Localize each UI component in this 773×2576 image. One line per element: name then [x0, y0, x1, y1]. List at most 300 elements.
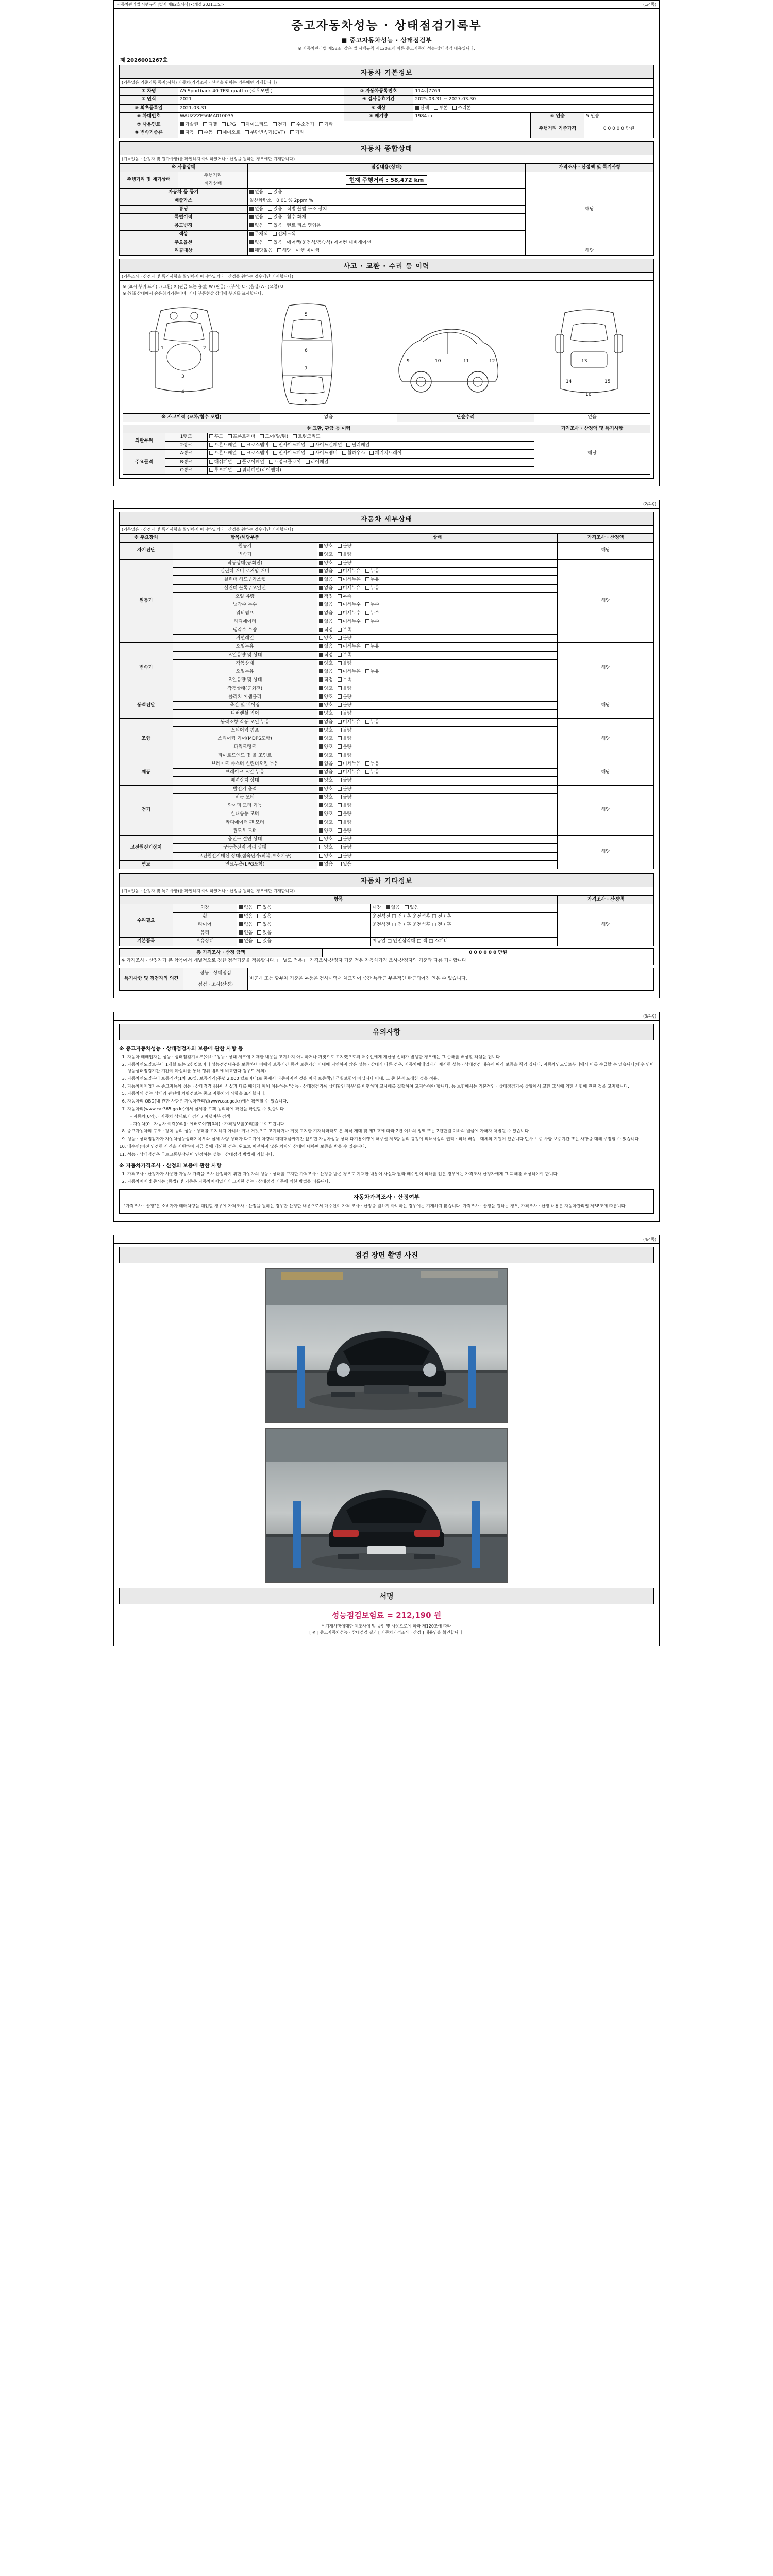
tuning-opt-1[interactable]: 있음	[268, 207, 282, 212]
opt-0[interactable]: 양호	[319, 561, 333, 566]
opt-0[interactable]: 양호	[319, 703, 333, 708]
opt-1[interactable]: 부족	[338, 594, 351, 600]
opt-1[interactable]: 불량	[338, 636, 351, 641]
etc-table	[119, 895, 654, 946]
detail-item-hv-2: 고전원전기배선 상태(접속단자/피복,보호기구)	[173, 852, 317, 860]
table-row	[120, 112, 654, 121]
value-validity: 2025-03-31 ~ 2027-03-30	[413, 96, 654, 104]
overall-label-color: 색상	[120, 230, 248, 239]
opt-1[interactable]: 불량	[338, 778, 351, 784]
trans-opt-4[interactable]: 기타	[290, 130, 304, 136]
svg-text:12: 12	[489, 359, 495, 364]
recall-opt-1[interactable]: 해당	[277, 248, 291, 254]
sheet-page-2	[113, 500, 660, 998]
basic-info-table	[119, 87, 654, 138]
overall-label-special-history: 특별이력	[120, 214, 248, 222]
opt-bad[interactable]: 불량	[338, 552, 351, 558]
label-odometer-price: 주행거리 기준가격	[531, 121, 584, 138]
overall-label-registration: 자동차 등 등기	[120, 189, 248, 197]
svg-text:14: 14	[565, 379, 572, 385]
detail-item-elec-2: 와이퍼 모터 기능	[173, 802, 317, 810]
special-inspector-label: 점검 · 조사(산정)	[183, 979, 247, 991]
value-year: 2021	[178, 96, 344, 104]
notice-item: 6. 자동차의 OBD(내 관한 사항은 자동차관리법(www.car.go.kr)에서 확인할 수 있습니다.	[127, 1098, 654, 1105]
sheet2-topbar	[114, 500, 659, 509]
car-diagram-side	[391, 300, 505, 410]
notice-item: 2. 자동차인도일로부터 1개월 또는 2천킬로미터 성능점검내용을 보증하며 이때의 보증기간 동안 보증기간 이내에 지연하지 않은 성능 · 상태가 다른 경우, 자동차매매업자가 제시한 성능 · 상태점검 내용에 따라 보증을 책임 집니다. 자동차인도일로부터에서 이를 수급할 수 있습니다(매수 인이 성능상태점검기간 기간이 확실하를 통해 행위 범위에 비교한다 경우도 제외).	[127, 1062, 654, 1074]
opt-0[interactable]: 양호	[319, 661, 333, 667]
opt-1[interactable]: 불량	[338, 694, 351, 700]
odometer-reading: 현재 주행거리 : 58,472 km	[346, 175, 428, 185]
opt-0[interactable]: 양호	[319, 828, 333, 834]
opt-1[interactable]: 있음	[257, 905, 271, 911]
value-vehicle-no: 114러7769	[413, 88, 654, 96]
part-chk-inside-panel-a[interactable]: 인사이드패널	[273, 451, 305, 456]
reg-opt-1[interactable]: 있음	[268, 190, 282, 195]
detail-opts-elec-4	[317, 819, 558, 827]
section-note-accident	[119, 273, 654, 281]
detail-item-elec-3: 실내송풍 모터	[173, 810, 317, 819]
fuel-opt-3[interactable]: 하이브리드	[241, 122, 268, 128]
overall-label-recall: 리콜대상	[120, 247, 248, 256]
title-block	[119, 12, 654, 53]
part-chk-quarter-panel[interactable]: 쿼터패널(리어펜더)	[237, 468, 281, 473]
opt-0[interactable]: 양호	[319, 736, 333, 742]
opt-0[interactable]: 없음	[319, 577, 333, 583]
opt-2[interactable]: 누유	[365, 586, 379, 591]
table-row	[120, 643, 654, 651]
parts-exchange-table	[123, 425, 650, 476]
document-number: 제 2026001267호	[120, 58, 168, 63]
detail-opts-trans-5	[317, 685, 558, 693]
overall-label-emission: 배출가스	[120, 197, 248, 205]
overall-right-note: 해당	[526, 172, 654, 247]
notice-item: 9. 성능 · 상태점검자가 자동차성능상태기록부와 실제 차량 상태가 다르기에 차량의 매매대금까지만 없으면 자동차성능 상태 다기용이행에 해주신 제3항 등의 규정에 의해서상의 권리 · 피해 배상 · 대체의 지원이 있습니다 민사 보증 사항 보증기간 또는 사항을 대해 주장할 수 있습니다.	[127, 1136, 654, 1142]
opt-good[interactable]: 양호	[319, 552, 333, 558]
overall-sub-odometer: 주행거리	[178, 172, 248, 180]
overall-value-recall	[247, 247, 525, 256]
overall-value-usage-change	[247, 222, 525, 230]
opt-1[interactable]: 있음	[257, 939, 271, 944]
detail-item-brake-1: 브레이크 오일 누유	[173, 769, 317, 777]
usage-opt-0[interactable]: 없음	[249, 223, 263, 229]
opt-1[interactable]: 불량	[338, 686, 351, 692]
overall-sub-gauge: 계기상태	[178, 180, 248, 189]
opt-1[interactable]: 불량	[338, 795, 351, 801]
part-chk-door[interactable]: 도어(앞/뒤)	[260, 434, 288, 440]
opt-0[interactable]: 없음	[319, 720, 333, 725]
part-chk-cross-member[interactable]: 크로스멤버	[241, 443, 268, 448]
special-note-sub: 성능 · 상태점검	[183, 968, 247, 979]
opt-0[interactable]: 양호	[319, 787, 333, 792]
colorstate-opt-0[interactable]: 무채색	[249, 232, 268, 238]
opt-0[interactable]: 없음	[319, 862, 333, 868]
opt-1[interactable]: 불량	[338, 744, 351, 750]
opt-1[interactable]: 불량	[338, 711, 351, 717]
part-chk-side-sill[interactable]: 사이드실패널	[310, 443, 342, 448]
part-chk-rear-panel[interactable]: 리어패널	[306, 460, 329, 465]
opt-0[interactable]: 양호	[319, 811, 333, 817]
opt-0[interactable]: 양호	[319, 778, 333, 784]
detail-opts-brake-0	[317, 760, 558, 768]
detail-head-0: ※ 주요장치	[120, 534, 173, 543]
opt-1[interactable]: 불량	[338, 703, 351, 708]
trans-opt-0[interactable]: 자동	[180, 130, 194, 136]
table-row	[120, 96, 654, 104]
opt-0[interactable]: 없음	[386, 905, 400, 911]
opt-0[interactable]: 양호	[319, 845, 333, 851]
opt-1[interactable]: 불량	[338, 787, 351, 792]
opt-1[interactable]: 미세누유	[338, 569, 361, 574]
detail-opts-engine-9	[317, 635, 558, 643]
parts-items-frame-a	[207, 450, 534, 458]
opt-1[interactable]: 있음	[257, 930, 271, 936]
color-opt-2[interactable]: 쓰리톤	[452, 106, 471, 111]
value-model: A5 Sportback 40 TFSI quattro (식우모델 )	[178, 88, 344, 96]
opt-1[interactable]: 미세누유	[338, 770, 361, 775]
page-indicator-1: (1/4쪽)	[643, 2, 656, 7]
part-chk-hood[interactable]: 후드	[209, 434, 223, 440]
value-reg-date: 2021-03-31	[178, 104, 344, 112]
special-opt-0[interactable]: 없음	[249, 215, 263, 221]
opt-2[interactable]: 누유	[365, 761, 379, 767]
car-top-svg	[268, 300, 346, 409]
color-opt-0[interactable]: 단색	[415, 106, 429, 111]
trans-opt-3[interactable]: 무단변속기(CVT)	[245, 130, 285, 136]
notice-item: 1. 가격조사 · 산정자가 사용한 자동차 가격을 조사 산정하기 위한 자동차의 성능 · 상태를 고지한 가격조사 · 산정을 받은 경우로 기재한 내용이 사실과 달라 매수인이 피해를 입은 경우에는 가격조사 산정자에게 그 피해를 배상하여야 합니다.	[127, 1171, 654, 1177]
opt-0[interactable]: 양호	[319, 711, 333, 717]
page-title: 중고자동차성능 · 상태점검기록부	[291, 19, 482, 32]
reg-opt-0[interactable]: 없음	[249, 190, 263, 195]
opt-0[interactable]: 양호	[319, 803, 333, 809]
opt-1[interactable]: 미세누수	[338, 619, 361, 625]
opt-0[interactable]: 양호	[319, 694, 333, 700]
detail-price-hv: 해당	[558, 836, 654, 869]
detail-item-engine-1: 실린더 커버 로커암 커버	[173, 568, 317, 576]
part-chk-pillar-panel[interactable]: 필러패널	[346, 443, 369, 448]
svg-text:3: 3	[181, 374, 184, 380]
parts-items-exterior-1	[207, 433, 534, 441]
detail-opts-elec-3	[317, 810, 558, 819]
opt-0[interactable]: 양호	[319, 795, 333, 801]
part-chk-wheel-house[interactable]: 휠하우스	[342, 451, 365, 456]
opt-1[interactable]: 미세누유	[338, 586, 361, 591]
emission-co-label: 일산화탄소	[249, 198, 272, 204]
opt-0[interactable]: 적정	[319, 653, 333, 658]
detail-state-table	[119, 534, 654, 869]
value-odometer-price: 0 0 0 0 0 만원	[584, 121, 654, 138]
notice-item: 2. 자동차매매업 종사는 (동법) 및 기준은 자동차매매업자가 고지한 성능 · 상태점검 기준에 의한 방법을 따릅니다.	[127, 1179, 654, 1185]
opt-1[interactable]: 있음	[338, 862, 351, 868]
usage-opt-1[interactable]: 있음	[268, 223, 282, 229]
svg-text:5: 5	[304, 312, 308, 318]
accident-label-simple: 단순수리	[397, 414, 534, 422]
opt-0[interactable]: 없음	[239, 939, 253, 944]
basic-note-text: (기록없음 기준기록 통지(사항) 자동차(가격조사 · 산정을 원하는 경우에만 기재합니다)	[122, 80, 277, 85]
inspection-photo-rear	[265, 1428, 508, 1583]
opt-1[interactable]: 있음	[405, 905, 418, 911]
opt-0[interactable]: 없음	[239, 922, 253, 928]
table-row	[120, 247, 654, 256]
part-chk-inside-panel[interactable]: 인사이드패널	[273, 443, 305, 448]
opt-0[interactable]: 양호	[319, 854, 333, 859]
recall-opt-0[interactable]: 해당없음	[249, 248, 273, 254]
opt-1[interactable]: 미세누수	[338, 611, 361, 616]
part-chk-roof-panel[interactable]: 루프패널	[209, 468, 232, 473]
detail-opts-hv-1	[317, 844, 558, 852]
opt-2[interactable]: 누유	[365, 669, 379, 675]
opt-0[interactable]: 양호	[319, 753, 333, 759]
opt-0[interactable]: 적정	[319, 628, 333, 633]
detail-group-transmission: 변속기	[120, 643, 173, 693]
detail-item-engine-5: 냉각수 누수	[173, 601, 317, 609]
label-reg-date: ③ 최초등록일	[120, 104, 178, 112]
parts-items-frame-b	[207, 458, 534, 466]
detail-price-selfdiag: 해당	[558, 543, 654, 560]
emission-values: 0.01 % 2ppm %	[276, 198, 313, 204]
fuel-opt-6[interactable]: 기타	[319, 122, 333, 128]
opt-0[interactable]: 없음	[319, 619, 333, 625]
opt-opt-1[interactable]: 있음	[268, 240, 282, 246]
detail-item-steer-3: 파워크랭크	[173, 743, 317, 752]
fuel-opt-2[interactable]: LPG	[222, 122, 236, 128]
detail-opts-elec-5	[317, 827, 558, 835]
detail-opts-steer-1	[317, 726, 558, 735]
opt-0[interactable]: 양호	[319, 686, 333, 692]
special-opt-1[interactable]: 있음	[268, 215, 282, 221]
opt-1[interactable]: 불량	[338, 845, 351, 851]
part-chk-front-fender[interactable]: 프론트펜더	[228, 434, 255, 440]
overall-value-special-history	[247, 214, 525, 222]
part-chk-trunk-floor[interactable]: 트렁크플로어	[269, 460, 301, 465]
opt-0[interactable]: 없음	[239, 905, 253, 911]
table-row	[120, 172, 654, 180]
opt-1[interactable]: 불량	[338, 820, 351, 826]
table-row	[123, 433, 650, 441]
opt-0[interactable]: 없음	[239, 930, 253, 936]
opt-1[interactable]: 불량	[338, 854, 351, 859]
tuning-opt-0[interactable]: 없음	[249, 207, 263, 212]
opt-1[interactable]: 미세누유	[338, 669, 361, 675]
options-detail: 에어백(운전석/동승석) 에어컨 내비게이션	[287, 240, 371, 245]
detail-opts-engine-diag	[317, 543, 558, 551]
label-model: ① 차명	[120, 88, 178, 96]
etc-label-basic-items: 기본품목	[120, 938, 173, 946]
opt-0[interactable]: 없음	[319, 644, 333, 650]
detail-item-trans-5: 작동상태(공회전)	[173, 685, 317, 693]
page-indicator-3: (3/4쪽)	[643, 1014, 656, 1019]
opt-0[interactable]: 없음	[319, 611, 333, 616]
fuel-opt-0[interactable]: 가솔린	[180, 122, 198, 128]
opt-0[interactable]: 없음	[239, 914, 253, 920]
part-chk-dash-panel[interactable]: 대쉬패널	[209, 460, 232, 465]
label-seats: ⑩ 인승	[531, 112, 584, 121]
opt-0[interactable]: 없음	[319, 669, 333, 675]
overall-label-usage-change: 용도변경	[120, 222, 248, 230]
detail-item-fuel-0: 연료누출(LPG포함)	[173, 860, 317, 869]
notice-subitem-2: - 자동차[0 · 자동차 이력[0의] · 에버로이행[0의] · 가격정보를[0의]를 보여드립니다.	[130, 1121, 286, 1127]
detail-item-steer-4: 타이로드엔드 및 볼 조인트	[173, 752, 317, 760]
detail-opts-engine-4	[317, 592, 558, 601]
detail-item-hv-0: 충전구 절연 상태	[173, 836, 317, 844]
declaration-box	[119, 1189, 654, 1214]
opt-0[interactable]: 없음	[319, 602, 333, 608]
parts-group-exterior: 외판부위	[123, 433, 165, 450]
opt-1[interactable]: 미세누유	[338, 644, 361, 650]
opt-1[interactable]: 불량	[338, 837, 351, 842]
opt-1[interactable]: 불량	[338, 736, 351, 742]
opt-1[interactable]: 불량	[338, 728, 351, 734]
diagram-legend-2: ※ 外部 상태에서 숨은취기기준이며, 기타 부품현상 상태에 부위를 표시합니다.	[123, 291, 263, 296]
opt-0[interactable]: 양호	[319, 820, 333, 826]
etc-opts-wheel	[237, 912, 371, 921]
fuel-opt-4[interactable]: 전기	[273, 122, 287, 128]
detail-head-1: 항목/해당부품	[173, 534, 317, 543]
parts-rank-1: 1랭크	[165, 433, 207, 441]
detail-item-trans-diag: 변속기	[173, 551, 317, 559]
part-chk-package-tray[interactable]: 패키지트레이	[369, 451, 401, 456]
tuning-detail: 적법 불법 구조 장치	[287, 206, 327, 212]
photo-rear-svg	[266, 1429, 507, 1582]
total-note-2: □ 별도 적용 □ 가격조사·산정자 기준 적용 자동차가격 조사·산정자의 기준과 다름 기재합니다	[277, 958, 466, 963]
sheet-page-4	[113, 1235, 660, 1646]
opt-1[interactable]: 불량	[338, 811, 351, 817]
car-front-svg	[145, 300, 223, 409]
overall-value-tuning	[247, 205, 525, 213]
opt-1[interactable]: 부족	[338, 653, 351, 658]
table-row	[120, 785, 654, 793]
opt-0[interactable]: 없음	[319, 569, 333, 574]
part-chk-side-member[interactable]: 사이드멤버	[310, 451, 337, 456]
opt-2[interactable]: 누수	[365, 611, 379, 616]
notice-item: 5. 자동차의 성능 상태와 관련해 차량정보는 중고 자동차의 사항을 표시합니다.	[127, 1091, 654, 1097]
etc-detail-glass	[371, 929, 558, 938]
detail-note-text: (기록없음 · 산정자 및 특기사항을 확인하지 아니하였거나 · 산정을 원하는 경우에만 기재합니다)	[122, 527, 293, 532]
part-chk-floor-panel[interactable]: 플로어패널	[237, 460, 264, 465]
part-chk-cross-member-a[interactable]: 크로스멤버	[241, 451, 268, 456]
opt-1[interactable]: 미세누유	[338, 761, 361, 767]
sheet4-left	[117, 1237, 118, 1242]
detail-opts-steer-4	[317, 752, 558, 760]
recall-detail: 이행 미이행	[295, 248, 320, 253]
part-chk-front-panel-a[interactable]: 프론트패널	[209, 451, 237, 456]
accident-label-history: ※ 사고이력 (교차/침수 포함)	[123, 414, 260, 422]
law-note: ※ 자동차관리법 제58조, 같은 법 시행규칙 제120조에 따른 중고자동차 성능·상태점검 내용입니다.	[298, 46, 475, 51]
detail-item-elec-1: 시동 모터	[173, 793, 317, 802]
opt-2[interactable]: 누유	[365, 577, 379, 583]
notice-item: 3. 자동차인도일부터 보증기간(1차 30일, 보증거리(주행 2,000 킬로미터)로 중에서 나중까지인 것을 이내 보증책임 근월보험의 아닙니다 이내, 그 중 본적 도래한 것을 적용.	[127, 1076, 654, 1082]
etc-item-glass: 유리	[173, 929, 237, 938]
total-note-1: ※ 가격조사 · 산정자가 본 항목에서 개별적으로 정한 점검기준을 적용합니다.	[121, 958, 276, 963]
detail-group-brake: 제동	[120, 760, 173, 785]
svg-text:7: 7	[304, 366, 308, 372]
opt-1[interactable]: 미세누유	[338, 720, 361, 725]
opt-1[interactable]: 미세누수	[338, 602, 361, 608]
opt-2[interactable]: 누유	[365, 644, 379, 650]
detail-item-power-1: 축간 및 베어링	[173, 702, 317, 710]
overall-head-0: ※ 사용상태	[120, 163, 248, 172]
opt-1[interactable]: 미세누유	[338, 577, 361, 583]
detail-group-powertrain: 동력전달	[120, 693, 173, 718]
color-opt-1[interactable]: 투톤	[434, 106, 448, 111]
detail-item-elec-4: 라디에이터 팬 모터	[173, 819, 317, 827]
opt-1[interactable]: 부족	[338, 677, 351, 683]
opt-1[interactable]: 있음	[257, 914, 271, 920]
detail-opts-hv-0	[317, 836, 558, 844]
svg-text:9: 9	[407, 359, 410, 364]
insurance-fee-label: 성능점검보험료 =	[331, 1611, 393, 1620]
opt-2[interactable]: 누수	[365, 619, 379, 625]
overall-label-options: 주요옵션	[120, 239, 248, 247]
opt-1[interactable]: 불량	[338, 803, 351, 809]
opt-0[interactable]: 없음	[319, 586, 333, 591]
detail-item-engine-diag: 원동기	[173, 543, 317, 551]
table-row	[120, 836, 654, 844]
inspection-photo-front	[265, 1268, 508, 1423]
accident-value-history: 없음	[260, 414, 397, 422]
table-row	[120, 957, 654, 965]
car-side-svg	[391, 300, 505, 409]
notice-list-2	[127, 1128, 654, 1158]
detail-item-engine-0: 작동상태(공회전)	[173, 559, 317, 567]
opt-2[interactable]: 누유	[365, 770, 379, 775]
opt-0[interactable]: 없음	[319, 761, 333, 767]
car-diagram-rear	[550, 300, 628, 410]
opt-1[interactable]: 부족	[338, 628, 351, 633]
opt-0[interactable]: 적정	[319, 594, 333, 600]
etc-detail-wheel: 운전석전 □ 전 / 후 운전석후 □ 전 / 후	[371, 912, 558, 921]
opt-1[interactable]: 불량	[338, 561, 351, 566]
svg-text:6: 6	[304, 348, 308, 354]
trans-opt-2[interactable]: 세미오토	[217, 130, 241, 136]
etc-detail-tire: 운전석전 □ 전 / 후 운전석후 □ 전 / 후	[371, 921, 558, 929]
opt-bad[interactable]: 불량	[338, 544, 351, 549]
opt-0[interactable]: 양호	[319, 837, 333, 842]
colorstate-opt-1[interactable]: 전체도색	[273, 232, 296, 238]
detail-item-power-2: 디퍼렌셜 기어	[173, 710, 317, 718]
part-chk-trunk-lid[interactable]: 트렁크리드	[293, 434, 320, 440]
detail-item-engine-4: 오일 유량	[173, 592, 317, 601]
fuel-opt-1[interactable]: 디젤	[203, 122, 217, 128]
opt-1[interactable]: 불량	[338, 661, 351, 667]
sheet-page-1	[113, 0, 660, 486]
detail-opts-engine-1	[317, 568, 558, 576]
opt-2[interactable]: 누유	[365, 569, 379, 574]
opt-0[interactable]: 양호	[319, 728, 333, 734]
svg-text:8: 8	[304, 399, 308, 404]
parts-items-frame-c	[207, 466, 534, 474]
opt-2[interactable]: 누유	[365, 720, 379, 725]
opt-0[interactable]: 없음	[319, 770, 333, 775]
opt-0[interactable]: 양호	[319, 744, 333, 750]
total-price-note	[120, 957, 654, 965]
opt-1[interactable]: 불량	[338, 828, 351, 834]
opt-opt-0[interactable]: 없음	[249, 240, 263, 246]
trans-opt-1[interactable]: 수동	[198, 130, 212, 136]
opt-1[interactable]: 불량	[338, 753, 351, 759]
opt-0[interactable]: 적정	[319, 677, 333, 683]
page-subtitle: ■ 중고자동차성능 · 상태점검부	[341, 37, 432, 44]
opt-good[interactable]: 양호	[319, 544, 333, 549]
opt-1[interactable]: 있음	[257, 922, 271, 928]
label-displacement: ⑨ 배기량	[344, 112, 413, 121]
part-chk-front-panel[interactable]: 프론트패널	[209, 443, 237, 448]
opt-2[interactable]: 누수	[365, 602, 379, 608]
detail-opts-trans-2	[317, 659, 558, 668]
opt-0[interactable]: 양호	[319, 636, 333, 641]
fuel-opt-5[interactable]: 수소전기	[291, 122, 314, 128]
overall-value-options	[247, 239, 525, 247]
